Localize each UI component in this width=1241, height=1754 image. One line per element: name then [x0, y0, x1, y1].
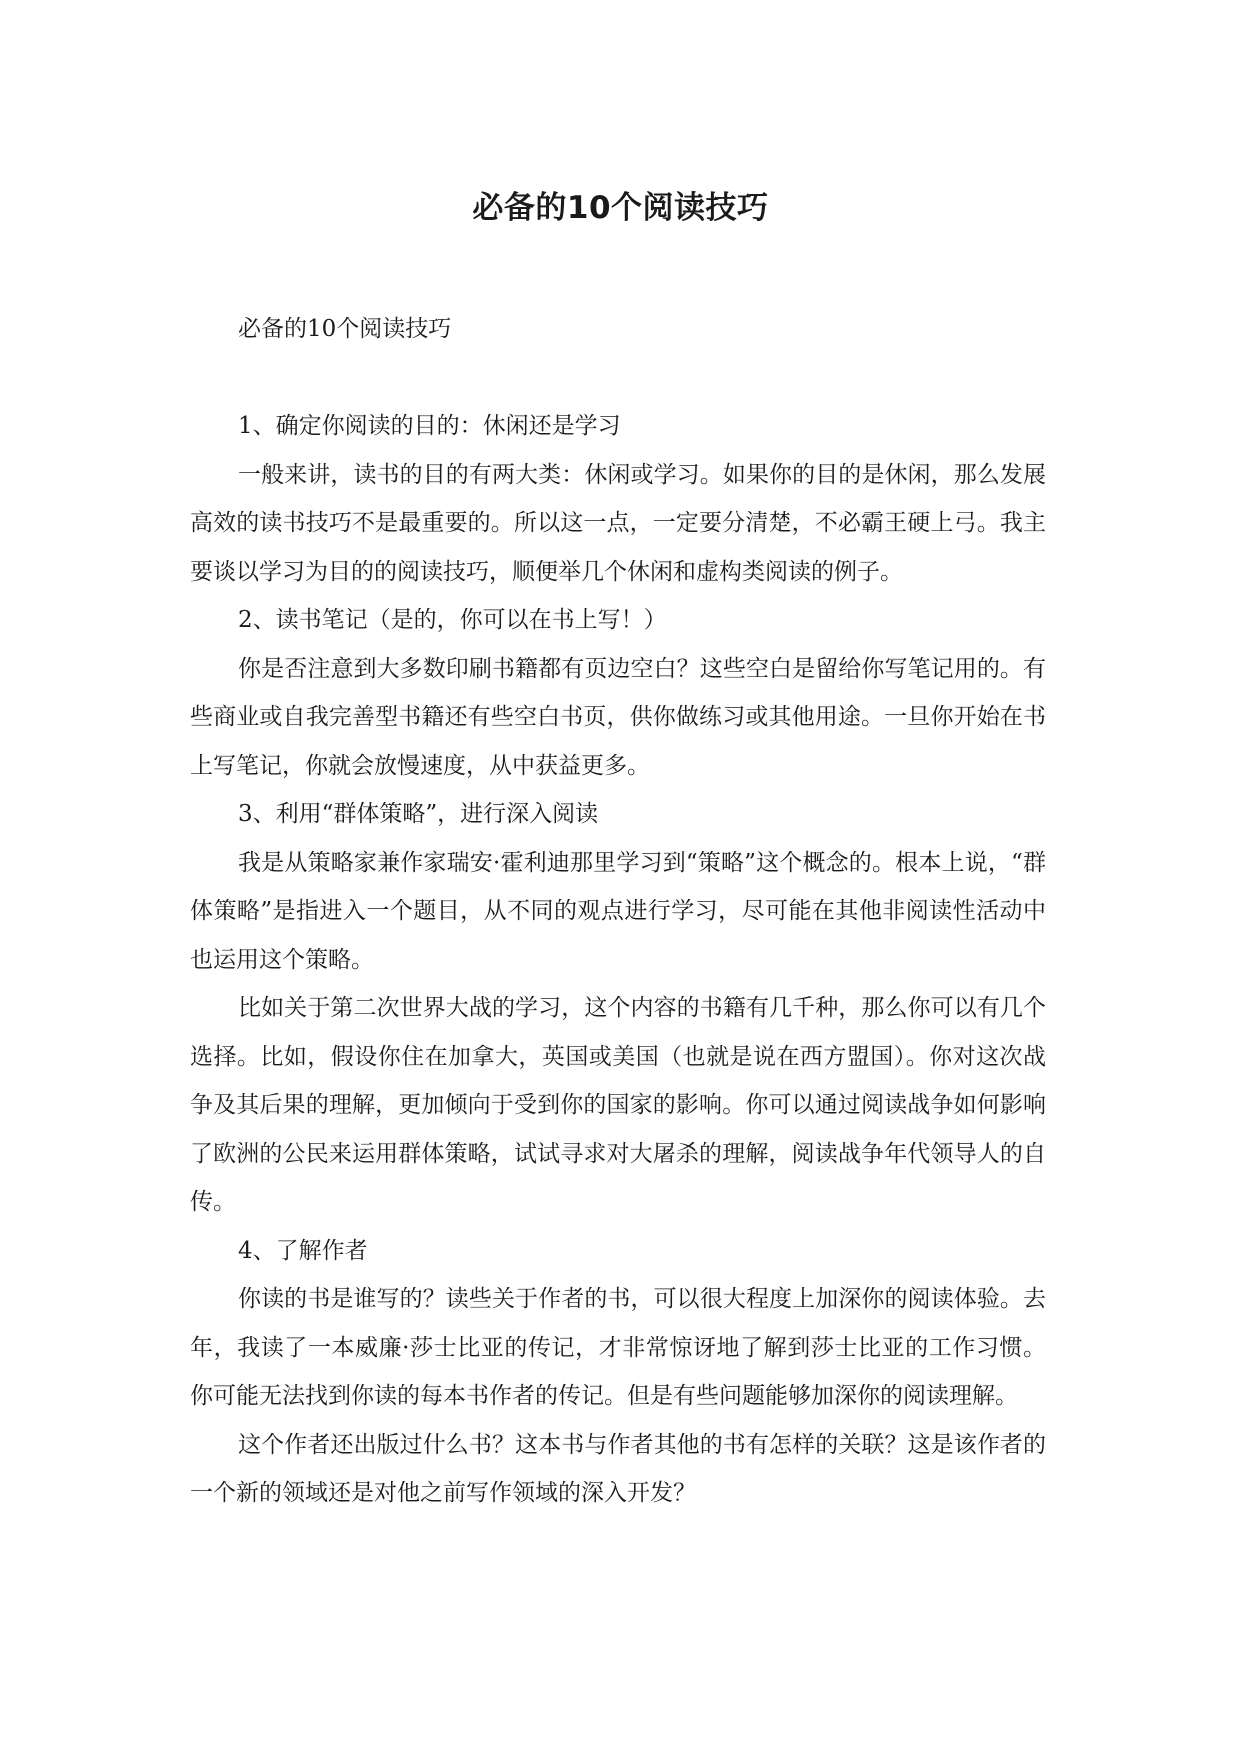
heading-1-purpose: 1、确定你阅读的目的：休闲还是学习 [238, 413, 621, 439]
paragraph-author-questions: 这个作者还出版过什么书？这本书与作者其他的书有怎样的关联？这是该作者的一个新的领域还是对他之前写作领域的深入开发？ [190, 1431, 1046, 1506]
heading-4-author: 4、了解作者 [238, 1237, 368, 1264]
heading-3-strategy: 3、利用“群体策略”，进行深入阅读 [238, 801, 599, 827]
document-subtitle: 必备的10个阅读技巧 [238, 316, 452, 342]
paragraph-purpose: 一般来讲，读书的目的有两大类：休闲或学习。如果你的目的是休闲，那么发展高效的读书技巧不是最重要的。所以这一点，一定要分清楚，不必霸王硬上弓。我主要谈以学习为目的的阅读技巧，顺便举几个休闲和虚构类阅读的例子。 [190, 461, 1046, 585]
paragraph-strategy-example: 比如关于第二次世界大战的学习，这个内容的书籍有几千种，那么你可以有几个选择。比如，假设你住在加拿大，英国或美国（也就是说在西方盟国）。你对这次战争及其后果的理解，更加倾向于受到你的国家的影响。你可以通过阅读战争如何影响了欧洲的公民来运用群体策略，试试寻求对大屠杀的理解，阅读战争年代领导人的自传。 [190, 995, 1046, 1215]
document-body [190, 305, 1046, 1518]
document-title: 必备的10个阅读技巧 [472, 190, 769, 226]
blank-line [190, 354, 1046, 403]
paragraph-strategy: 我是从策略家兼作家瑞安·霍利迪那里学习到“策略”这个概念的。根本上说，“群体策略”是指进入一个题目，从不同的观点进行学习，尽可能在其他非阅读性活动中也运用这个策略。 [190, 849, 1046, 973]
paragraph-notes: 你是否注意到大多数印刷书籍都有页边空白？这些空白是留给你写笔记用的。有些商业或自我完善型书籍还有些空白书页，供你做练习或其他用途。一旦你开始在书上写笔记，你就会放慢速度，从中获益更多。 [190, 655, 1046, 779]
heading-2-notes: 2、读书笔记（是的，你可以在书上写！） [238, 607, 667, 633]
paragraph-author: 你读的书是谁写的？读些关于作者的书，可以很大程度上加深你的阅读体验。去年，我读了一本威廉·莎士比亚的传记，才非常惊讶地了解到莎士比亚的工作习惯。你可能无法找到你读的每本书作者的传记。但是有些问题能够加深你的阅读理解。 [190, 1286, 1046, 1409]
